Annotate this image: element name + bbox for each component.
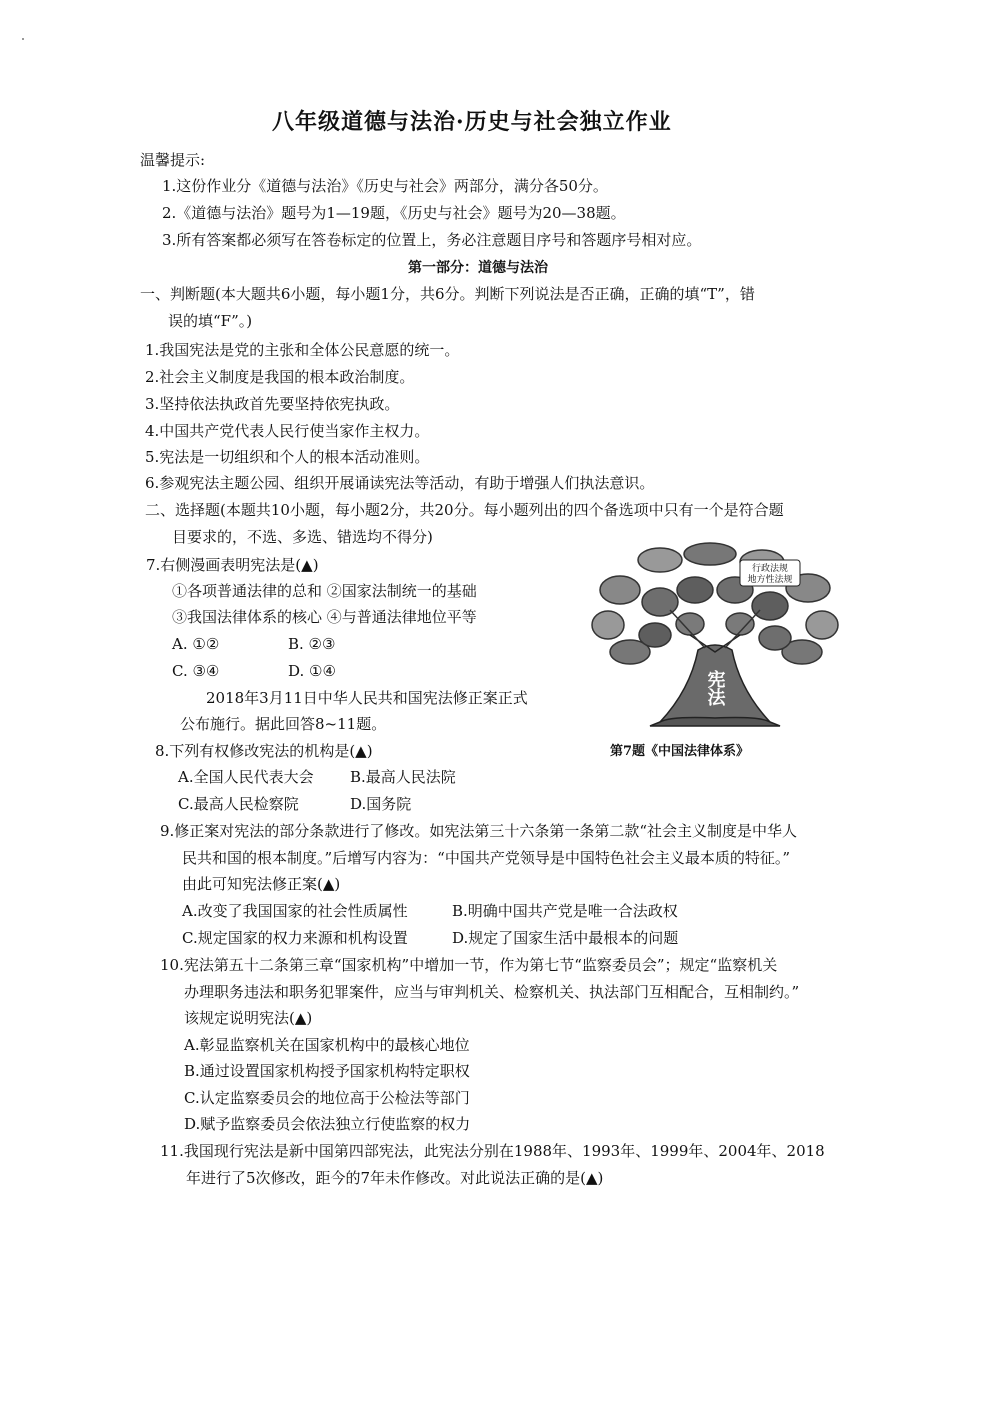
- q8-choice-d: D.国务院: [350, 795, 412, 813]
- scan-speck: [22, 38, 24, 40]
- q8-choice-c: C.最高人民检察院: [178, 795, 299, 813]
- q9-choice-c: C.规定国家的权力来源和机构设置: [182, 929, 408, 947]
- sign-label-2: 地方性法规: [747, 575, 793, 585]
- q7-options-line2: ③我国法律体系的核心 ④与普通法律地位平等: [172, 608, 477, 626]
- figure-caption: 第7题《中国法律体系》: [610, 744, 750, 759]
- q10-choice-a: A.彰显监察机关在国家机构中的最核心地位: [184, 1036, 470, 1054]
- tip-1: 1.这份作业分《道德与法治》《历史与社会》两部分，满分各50分。: [162, 177, 608, 195]
- judge-item-1: 1.我国宪法是党的主张和全体公民意愿的统一。: [145, 341, 460, 359]
- tree-trunk: [650, 610, 780, 726]
- q7-options-line1: ①各项普通法律的总和 ②国家法制统一的基础: [172, 582, 477, 600]
- q8-choice-a: A.全国人民代表大会: [178, 768, 314, 786]
- q10-choice-c: C.认定监察委员会的地位高于公检法等部门: [184, 1089, 470, 1107]
- trunk-label: 宪法: [704, 670, 726, 706]
- section1-heading: 一、判断题(本大题共6小题，每小题1分，共6分。判断下列说法是否正确，正确的填“T”，错: [140, 285, 755, 303]
- q9-line-2: 民共和国的根本制度。”后增写内容为：“中国共产党领导是中国特色社会主义最本质的特征。”: [182, 849, 791, 867]
- tip-3: 3.所有答案都必须写在答卷标定的位置上，务必注意题目序号和答题序号相对应。: [162, 231, 702, 249]
- q10-line-2: 办理职务违法和职务犯罪案件，应当与审判机关、检察机关、执法部门互相配合，互相制约。”: [184, 983, 800, 1001]
- sign-label-1: 行政法规: [751, 564, 789, 574]
- judge-item-6: 6.参观宪法主题公园、组织开展诵读宪法等活动，有助于增强人们执法意识。: [145, 474, 655, 492]
- q7-choice-b: B. ②③: [288, 635, 336, 653]
- q7-choice-d: D. ①④: [288, 662, 336, 680]
- judge-item-4: 4.中国共产党代表人民行使当家作主权力。: [145, 422, 430, 440]
- q7-stem: 7.右侧漫画表明宪法是(▲): [146, 556, 319, 574]
- part1-title: 第一部分：道德与法治: [408, 260, 548, 276]
- q7-choice-c: C. ③④: [172, 662, 220, 680]
- section2-heading-cont: 目要求的，不选、多选、错选均不得分): [172, 528, 433, 546]
- intro-line-1: 2018年3月11日中华人民共和国宪法修正案正式: [206, 689, 528, 707]
- q10-line-3: 该规定说明宪法(▲): [184, 1009, 313, 1027]
- q9-line-1: 9.修正案对宪法的部分条款进行了修改。如宪法第三十六条第一条第二款“社会主义制度是中华人: [160, 822, 797, 840]
- section1-heading-cont: 误的填“F”。): [168, 312, 253, 330]
- q9-line-3: 由此可知宪法修正案(▲): [182, 875, 341, 893]
- q10-choice-d: D.赋予监察委员会依法独立行使监察的权力: [184, 1115, 471, 1133]
- q8-choice-b: B.最高人民法院: [350, 768, 456, 786]
- intro-line-2: 公布施行。据此回答8~11题。: [180, 715, 387, 733]
- q11-line-2: 年进行了5次修改，距今的7年未作修改。对此说法正确的是(▲): [186, 1169, 604, 1187]
- q9-choice-b: B.明确中国共产党是唯一合法政权: [452, 902, 678, 920]
- judge-item-5: 5.宪法是一切组织和个人的根本活动准则。: [145, 448, 430, 466]
- q10-line-1: 10.宪法第五十二条第三章“国家机构”中增加一节，作为第七节“监察委员会”；规定“监察机关: [160, 956, 778, 974]
- judge-item-2: 2.社会主义制度是我国的根本政治制度。: [145, 368, 415, 386]
- q9-choice-d: D.规定了国家生活中最根本的问题: [452, 929, 679, 947]
- q7-choice-a: A. ①②: [172, 635, 220, 653]
- q10-choice-b: B.通过设置国家机构授予国家机构特定职权: [184, 1062, 470, 1080]
- tips-label: 温馨提示:: [140, 151, 206, 169]
- page-title: 八年级道德与法治·历史与社会独立作业: [272, 109, 672, 135]
- q9-choice-a: A.改变了我国国家的社会性质属性: [182, 902, 408, 920]
- section2-heading: 二、选择题(本题共10小题，每小题2分，共20分。每小题列出的四个备选项中只有一个是符合题: [145, 501, 784, 519]
- tip-2: 2.《道德与法治》题号为1—19题，《历史与社会》题号为20—38题。: [162, 204, 626, 222]
- q8-stem: 8.下列有权修改宪法的机构是(▲): [155, 742, 373, 760]
- q11-line-1: 11.我国现行宪法是新中国第四部宪法，此宪法分别在1988年、1993年、1999年、2004年、2018: [160, 1142, 825, 1160]
- judge-item-3: 3.坚持依法执政首先要坚持依宪执政。: [145, 395, 400, 413]
- constitution-tree-illustration: [590, 540, 840, 735]
